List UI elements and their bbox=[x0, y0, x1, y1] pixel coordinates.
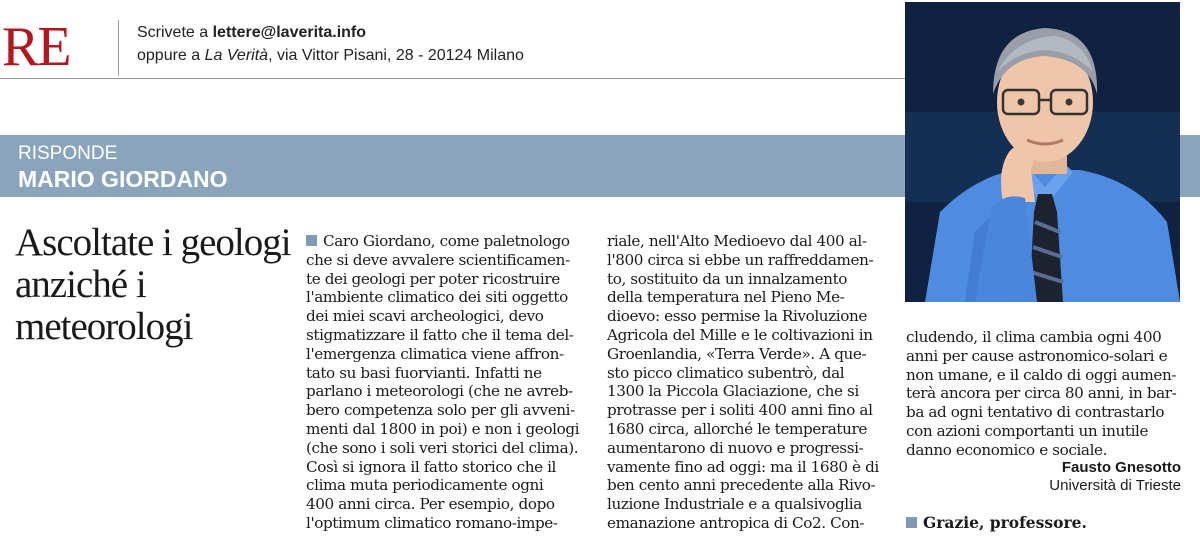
section-logo: RE bbox=[2, 16, 70, 78]
contact-prefix: Scrivete a bbox=[137, 24, 213, 41]
reply-text: Grazie, professore. bbox=[923, 513, 1087, 532]
contact-info bbox=[137, 21, 524, 67]
contact-line-1 bbox=[137, 21, 524, 44]
author-photo bbox=[905, 2, 1180, 302]
address-prefix: oppure a bbox=[137, 47, 205, 64]
contact-email[interactable]: lettere@laverita.info bbox=[212, 24, 367, 41]
masthead-divider bbox=[118, 20, 119, 76]
masthead-rule bbox=[0, 78, 905, 79]
publication-name: La Verità bbox=[204, 47, 269, 64]
article-headline: Ascoltate i geologi anziché i meteorologi bbox=[15, 221, 291, 348]
article-column-2: riale, nell'Alto Medioevo dal 400 al- l'800 circa si ebbe un raffreddamen- to, sostituito da un innalzamento della temperatura nel Pieno Me- dioevo: esso permise la Rivoluzione Agricola del Mille e le coltivazioni in Groenlandia, «Terra Verde». A que- sto picco climatico subentrò, dal 1300 la Piccola Glaciazione, che si protrasse per i soliti 400 anni fino al 1680 circa, allorché le temperature aumentarono di nuovo e progressi- vamente fino ad oggi: ma il 1680 è di ben cento anni precedente alla Rivo- luzione Industriale e a qualsivoglia emanazione antropica di Co2. Con- bbox=[607, 232, 879, 532]
letter-signature-name: Fausto Gnesotto bbox=[1061, 459, 1181, 476]
article-column-3: cludendo, il clima cambia ogni 400 anni per cause astronomico-solari e non umane, e il caldo di oggi aumen- terà ancora per circa 80 anni, in bar- ba ad ogni tentativo di contrastarlo con azioni comportanti un inutile danno economico e sociale. bbox=[906, 328, 1177, 459]
article-column-1 bbox=[306, 232, 579, 533]
address-rest: , via Vittor Pisani, 28 - 20124 Milano bbox=[268, 47, 524, 64]
reply-square-icon bbox=[906, 517, 917, 528]
column-label: RISPONDE bbox=[18, 143, 118, 164]
column-1-text: Caro Giordano, come paletnologo che si deve avvalere scientificamen- te dei geologi per poter ricostruire l'ambiente climatico dei siti oggetto dei miei scavi archeologici, devo stigmatizzare il fatto che il tema del- l'emergenza climatica viene affron- tato su basi fuorvianti. Infatti ne parlano i meteorologi (che ne avreb- bero competenza solo per gli avveni- menti dal 1800 in poi) e non i geologi (che sono i soli veri storici del clima). Così si ignora il fatto storico che il clima muta periodicamente ogni 400 anni circa. Per esempio, dopo l'optimum climatico romano-impe- bbox=[306, 232, 580, 532]
letter-signature-affiliation: Università di Trieste bbox=[1049, 477, 1181, 494]
column-author: MARIO GIORDANO bbox=[18, 166, 228, 192]
contact-line-2 bbox=[137, 44, 524, 67]
bullet-square-icon bbox=[306, 235, 317, 246]
editor-reply bbox=[906, 514, 1087, 532]
